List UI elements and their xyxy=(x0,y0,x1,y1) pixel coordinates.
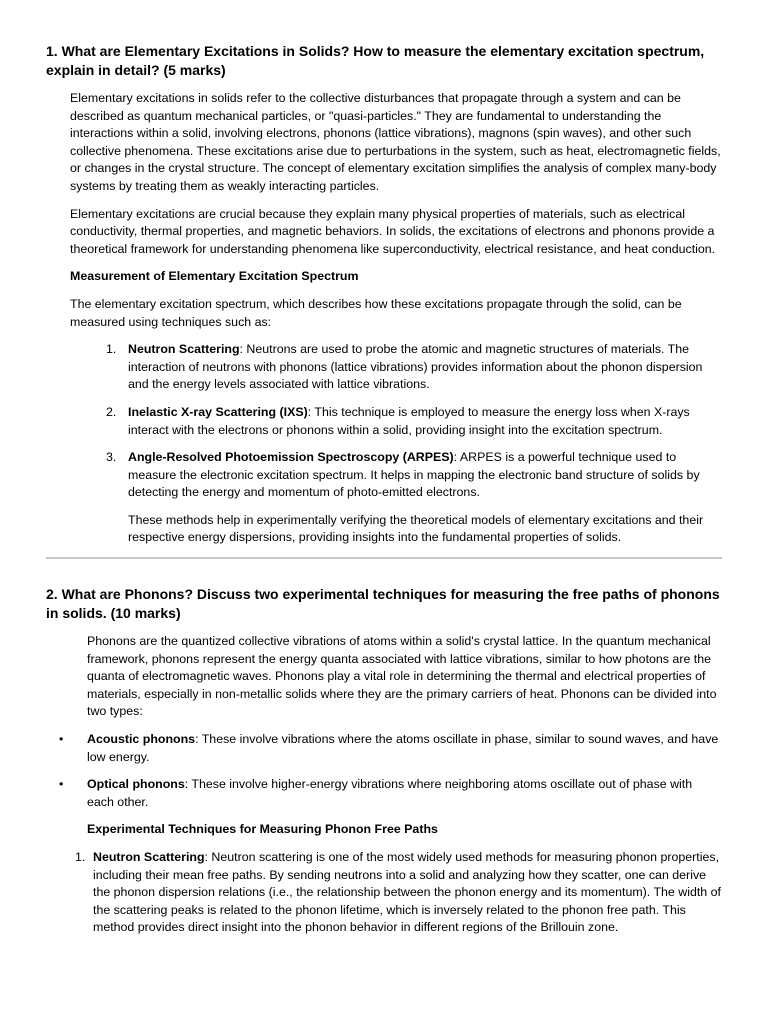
method-title: Angle-Resolved Photoemission Spectroscopy (ARPES) xyxy=(128,450,454,465)
list-number: 3. xyxy=(106,450,117,465)
method-text: : ARPES is a powerful technique used to measure the electronic excitation spectrum. It helps in mapping the electronic band structure of solids by detecting the energy and momentum of photo-emitted electrons. xyxy=(128,450,700,500)
section-2-subheading: Experimental Techniques for Measuring Phonon Free Paths xyxy=(87,822,438,837)
phonon-types-list xyxy=(46,731,722,811)
bullet-icon: • xyxy=(59,777,64,792)
list-item xyxy=(70,404,722,439)
section-2 xyxy=(46,585,722,937)
method-text: : Neutrons are used to probe the atomic and magnetic structures of materials. The interaction of neutrons with phonons (lattice vibrations) provides information about the phonon dispersion and the energy levels associated with lattice vibrations. xyxy=(128,342,703,392)
measurement-methods-list xyxy=(70,341,722,502)
type-text: : These involve higher-energy vibrations where neighboring atoms oscillate out of phase with each other. xyxy=(87,777,693,809)
technique-text: : Neutron scattering is one of the most widely used methods for measuring phonon properties, including their mean free paths. By sending neutrons into a solid and analyzing how they scatter, one can derive the phonon dispersion relations (i.e., the relationship between the phonon energy and its momentum). The width of the scattering peaks is related to the phonon lifetime, which is inversely related to the phonon free path. This method provides direct insight into the phonon behavior in different regions of the Brillouin zone. xyxy=(93,850,721,935)
type-text: : These involve vibrations where the atoms oscillate in phase, similar to sound waves, and have low energy. xyxy=(87,732,719,764)
section-2-heading: 2. What are Phonons? Discuss two experimental techniques for measuring the free paths of phonons in solids. (10 marks) xyxy=(46,586,720,622)
method-title: Neutron Scattering xyxy=(128,342,240,357)
section-2-body xyxy=(46,633,722,721)
list-item xyxy=(46,776,722,811)
section-1-paragraph-1: Elementary excitations in solids refer to the collective disturbances that propagate through a system and can be described as quantum mechanical particles, or "quasi-particles." They are fundamental to understanding the interactions within a solid, involving electrons, phonons (lattice vibrations), magnons (spin waves), and other such collective phenomena. These excitations arise due to perturbations in the system, such as heat, electromagnetic fields, or changes in the crystal structure. The concept of elementary excitation simplifies the analysis of complex many-body systems by treating them as weakly interacting particles. xyxy=(70,91,721,193)
section-1-paragraph-2: Elementary excitations are crucial because they explain many physical properties of materials, such as electrical conductivity, thermal properties, and magnetic behaviors. In solids, the excitations of electrons and phonons provide a theoretical framework for understanding phenomena like superconductivity, electrical resistance, and heat conduction. xyxy=(70,206,716,256)
section-1-subheading: Measurement of Elementary Excitation Spectrum xyxy=(70,269,359,284)
list-item xyxy=(70,449,722,502)
list-number: 1. xyxy=(75,850,86,864)
section-1-closing-paragraph: These methods help in experimentally verifying the theoretical models of elementary excitations and their respective energy dispersions, providing insights into the fundamental properties of solids. xyxy=(128,512,704,545)
section-2-paragraph-1: Phonons are the quantized collective vibrations of atoms within a solid's crystal lattice. In the quantum mechanical framework, phonons represent the energy quanta associated with lattice vibrations, similar to how photons are the quanta of electromagnetic waves. Phonons play a vital role in determining the thermal and electrical properties of materials, especially in non-metallic solids where they are the primary carriers of heat. Phonons can be divided into two types: xyxy=(87,634,717,719)
list-number: 1. xyxy=(106,342,117,357)
technique-title: Neutron Scattering xyxy=(93,850,205,864)
method-title: Inelastic X-ray Scattering (IXS) xyxy=(128,404,308,419)
list-item xyxy=(46,849,722,937)
section-1-heading: 1. What are Elementary Excitations in Solids? How to measure the elementary excitation spectrum, explain in detail? (5 marks) xyxy=(46,43,705,78)
list-item xyxy=(70,341,722,394)
techniques-list xyxy=(46,849,722,937)
section-1 xyxy=(46,0,722,547)
section-divider xyxy=(46,557,722,559)
type-title: Optical phonons xyxy=(87,777,185,792)
section-1-body xyxy=(46,90,722,547)
type-title: Acoustic phonons xyxy=(87,732,196,747)
section-2-body-continued xyxy=(46,821,722,839)
list-item xyxy=(46,731,722,766)
section-1-paragraph-3: The elementary excitation spectrum, which describes how these excitations propagate through the solid, can be measured using techniques such as: xyxy=(70,296,682,329)
bullet-icon: • xyxy=(59,732,64,747)
list-number: 2. xyxy=(106,404,117,419)
method-text: : This technique is employed to measure the energy loss when X-rays interact with the electrons or phonons within a solid, providing insight into the excitation spectrum. xyxy=(128,404,690,437)
